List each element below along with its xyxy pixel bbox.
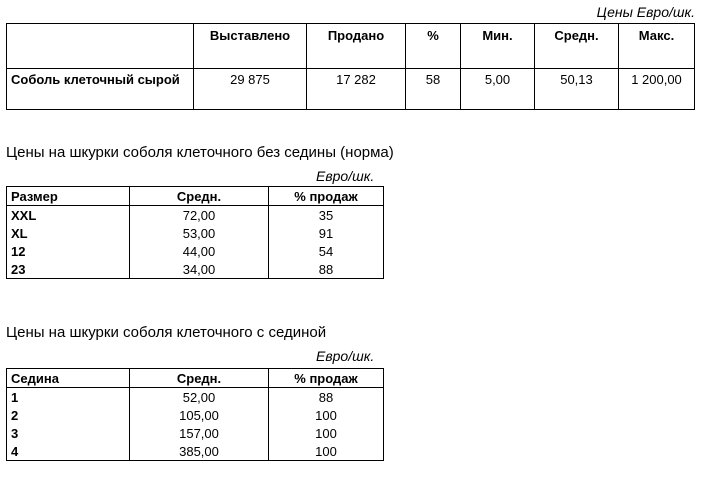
summary-header-min: Мин. xyxy=(461,24,535,69)
gray-header-sales: % продаж xyxy=(269,369,384,388)
normal-size-cell: XL xyxy=(7,224,130,242)
normal-header-size: Размер xyxy=(7,187,130,206)
summary-min-value: 5,00 xyxy=(461,69,535,110)
table-row xyxy=(7,388,384,407)
summary-max-value: 1 200,00 xyxy=(619,69,695,110)
table-row xyxy=(7,424,384,442)
gray-header-row xyxy=(7,369,384,388)
normal-header-avg: Средн. xyxy=(130,187,269,206)
gray-grade-cell: 4 xyxy=(7,442,130,461)
summary-header-sold: Продано xyxy=(307,24,406,69)
table-row xyxy=(7,406,384,424)
normal-avg-cell: 53,00 xyxy=(130,224,269,242)
normal-sales-cell: 35 xyxy=(269,206,384,225)
gray-unit-label: Евро/шк. xyxy=(316,348,375,364)
gray-grade-cell: 1 xyxy=(7,388,130,407)
gray-avg-cell: 105,00 xyxy=(130,406,269,424)
table-row xyxy=(7,224,384,242)
summary-header-max: Макс. xyxy=(619,24,695,69)
summary-percent-value: 58 xyxy=(406,69,461,110)
normal-section-title: Цены на шкурки соболя клеточного без седины (норма) xyxy=(6,144,394,161)
normal-size-cell: 23 xyxy=(7,260,130,279)
gray-avg-cell: 157,00 xyxy=(130,424,269,442)
gray-grade-cell: 3 xyxy=(7,424,130,442)
normal-header-sales: % продаж xyxy=(269,187,384,206)
gray-sales-cell: 100 xyxy=(269,406,384,424)
summary-header-exposed: Выставлено xyxy=(194,24,307,69)
gray-section-title: Цены на шкурки соболя клеточного с сединой xyxy=(6,324,327,341)
table-row xyxy=(7,442,384,461)
normal-sales-cell: 54 xyxy=(269,242,384,260)
gray-sales-cell: 100 xyxy=(269,442,384,461)
summary-sold-value: 17 282 xyxy=(307,69,406,110)
normal-size-cell: 12 xyxy=(7,242,130,260)
normal-avg-cell: 34,00 xyxy=(130,260,269,279)
summary-header-percent: % xyxy=(406,24,461,69)
normal-unit-label: Евро/шк. xyxy=(316,168,375,184)
gray-avg-cell: 385,00 xyxy=(130,442,269,461)
summary-header-avg: Средн. xyxy=(535,24,619,69)
gray-grade-cell: 2 xyxy=(7,406,130,424)
normal-size-cell: XXL xyxy=(7,206,130,225)
gray-header-avg: Средн. xyxy=(130,369,269,388)
summary-exposed-value: 29 875 xyxy=(194,69,307,110)
table-row xyxy=(7,260,384,279)
gray-sales-cell: 100 xyxy=(269,424,384,442)
gray-header-grade: Седина xyxy=(7,369,130,388)
gray-price-table xyxy=(6,368,384,461)
normal-avg-cell: 72,00 xyxy=(130,206,269,225)
normal-avg-cell: 44,00 xyxy=(130,242,269,260)
gray-avg-cell: 52,00 xyxy=(130,388,269,407)
summary-table xyxy=(6,23,695,110)
gray-sales-cell: 88 xyxy=(269,388,384,407)
top-unit-label: Цены Евро/шк. xyxy=(596,4,695,20)
normal-header-row xyxy=(7,187,384,206)
normal-price-table xyxy=(6,186,384,279)
table-row xyxy=(7,206,384,225)
table-row xyxy=(7,242,384,260)
summary-product-name: Соболь клеточный сырой xyxy=(7,69,194,110)
normal-sales-cell: 91 xyxy=(269,224,384,242)
summary-header-row xyxy=(7,24,695,69)
summary-avg-value: 50,13 xyxy=(535,69,619,110)
summary-header-empty xyxy=(7,24,194,69)
summary-data-row xyxy=(7,69,695,110)
normal-sales-cell: 88 xyxy=(269,260,384,279)
